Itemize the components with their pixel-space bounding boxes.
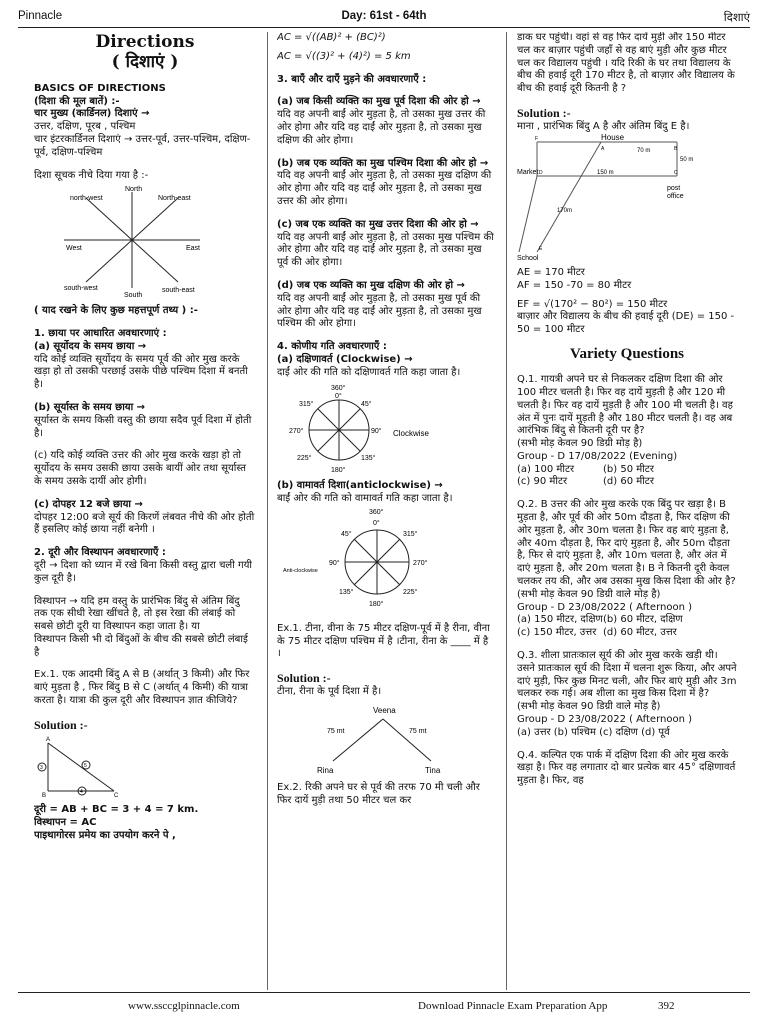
option-b: (b) 60 मीटर, दक्षिण — [603, 614, 683, 626]
option-c: (c) 150 मीटर, उत्तर — [517, 627, 597, 639]
question-1-options — [517, 464, 737, 490]
column-1 — [34, 32, 256, 988]
point-b: B — [42, 793, 47, 800]
answer-line: बाज़ार और विद्यालय के बीच की हवाई दूरी (DE) = 150 - 50 = 100 मीटर — [517, 311, 735, 336]
solution-heading: Solution :- — [517, 105, 571, 120]
compass-south: South — [124, 292, 143, 300]
sunset-text: सूर्यास्त के समय किसी वस्तु की छाया सदैव पूर्व दिशा में होती है। — [34, 414, 252, 439]
side-ac: 5 — [84, 763, 87, 770]
noon-text: दोपहर 12:00 बजे सूर्य की किरणें लंबवत नीचे की ओर होती हैं इसलिए कोई छाया नहीं बनेगी । — [34, 511, 255, 536]
option-d: (d) 60 मीटर, उत्तर — [603, 627, 677, 639]
option-a: (a) 150 मीटर, दक्षिण — [517, 614, 603, 626]
af-line: AF = 150 -70 = 80 मीटर — [517, 279, 632, 291]
point-f: F — [535, 136, 539, 143]
cw-deg-180: 180° — [331, 466, 346, 474]
point-a: A — [601, 146, 605, 153]
point-c: C — [674, 170, 678, 177]
column-divider — [506, 32, 507, 990]
cardinal-list: उत्तर, दक्षिण, पूरब , पश्चिम — [34, 121, 136, 133]
compass-northeast: North-east — [158, 195, 191, 203]
acw-deg-45: 45° — [341, 530, 352, 538]
solution-heading: Solution :- — [277, 671, 331, 686]
dist-150: 150 m — [597, 170, 614, 177]
cw-deg-315: 315° — [299, 400, 314, 408]
solution-text: टीना, रीना के पूर्व दिशा में है। — [277, 686, 382, 698]
question-1: Q.1. गायत्री अपने घर से निकलकर दक्षिण दिशा की ओर 100 मीटर चलती है। फिर वह दायें मुड़ती है और 120 मी चलती है। फिर वह दायें मुड़ती है और 100 मी चलती है। वह अंत में पुनः दायें मुड़ती है और 180 मीटर चलती है। वह अब आरंभिक बिंदु से कितनी दूरी पर है? — [517, 374, 733, 437]
page-footer — [18, 992, 750, 1018]
right-distance: 75 mt — [409, 728, 427, 736]
topic-name: दिशाएं — [723, 12, 750, 24]
acw-deg-90: 90° — [329, 559, 340, 567]
anticlockwise-label: Anti-clockwise — [283, 567, 318, 574]
page-header — [18, 6, 750, 28]
column-3 — [517, 32, 737, 988]
brand-name: Pinnacle — [18, 10, 63, 22]
example-1: Ex.1. एक आदमी बिंदु A से B (अर्थात् 3 किमी) और फिर बाएं मुड़ता है , फिर बिंदु B से C (अर्थात् 4 किमी) की यात्रा करता है। यात्रा की कुल दूरी और विस्थापन ज्ञात कीजिये? — [34, 669, 250, 707]
acw-deg-270: 270° — [413, 559, 428, 567]
east-facing-text: यदि वह अपनी बाईं ओर मुड़ता है, तो उसका मुख उत्तर की ओर होगा और यदि वह दाईं ओर मुड़ता है, तो उसका मुख दक्षिण की ओर होगा। — [277, 109, 486, 146]
compass-west: West — [66, 245, 82, 253]
cw-deg-135: 135° — [361, 454, 376, 462]
acw-deg-360: 360° — [369, 508, 384, 516]
option-c: (c) 90 मीटर — [517, 476, 568, 488]
tina-label: Tina — [425, 766, 441, 776]
clockwise-label: Clockwise — [393, 428, 430, 438]
cw-deg-225: 225° — [297, 454, 312, 462]
dist-70: 70 m — [637, 148, 651, 155]
download-app-text: Download Pinnacle Exam Preparation App — [418, 1000, 608, 1012]
intercardinal-text: चार इंटरकार्डिनल दिशाएं → उत्तर-पूर्व, उत्तर-पश्चिम, दक्षिण-पूर्व, दक्षिण-पश्चिम — [34, 133, 251, 158]
compass-northwest: north-west — [70, 195, 103, 203]
question-1-note: (सभी मोड़ केवल 90 डिग्री मोड़ है) — [517, 438, 643, 450]
acw-deg-180: 180° — [369, 600, 384, 608]
compass-diagram — [34, 182, 256, 300]
indicator-text: दिशा सूचक नीचे दिया गया है :- — [34, 169, 149, 181]
basics-heading: BASICS OF DIRECTIONS — [34, 82, 166, 94]
question-3-note: (सभी मोड़ केवल 90 डिग्री वाले मोड़ है) — [517, 701, 661, 713]
equation-1: AC = √((AB)² + (BC)²) — [277, 32, 386, 43]
anticlockwise-text: बाईं ओर की गति को वामावर्त गति कहा जाता है। — [277, 493, 453, 505]
question-1-group: Group - D 17/08/2022 (Evening) — [517, 450, 678, 462]
school-label: School — [517, 255, 539, 263]
east-facing-heading: (a) जब किसी व्यक्ति का मुख पूर्व दिशा की ओर हो → — [277, 96, 481, 108]
question-3: Q.3. शीला प्रातःकाल सूर्य की ओर मुख करके खड़ी थी। उसने प्रातःकाल सूर्य की दिशा में चलना शुरू किया, और अपने दाएं मुड़ी, फिर कुछ मिनट चली, और फिर बाएं मुड़ी और 3m चलकर रुक गई। अब शीला का मुख किस दिशा में है? — [517, 650, 737, 700]
question-2-group: Group - D 23/08/2022 ( Afternoon ) — [517, 601, 693, 613]
distance-calc: दूरी = AB + BC = 3 + 4 = 7 km. — [34, 804, 199, 816]
remember-heading: ( याद रखने के लिए कुछ महत्तपूर्ण तथ्य ) :- — [34, 305, 198, 317]
question-2: Q.2. B उत्तर की ओर मुख करके एक बिंदु पर खड़ा है। B मुड़ता है, और पूर्व की ओर 50m दौड़ता है, फिर दक्षिण की ओर मुड़ता है, और 30m चलता है। फिर वह बाएं मुड़ता है, और 40m दौड़ता है, फिर दाएं मुड़ता है, और 50m दौड़ता है, फिर से दाएं मुड़ता है, और 10m चलता है, और अंत में दाएं मुड़ता है, और 20m चलता है। B ने कितनी दूरी केवल चलकर तय की, और अब उसका मुख किस दिशा की ओर है? — [517, 499, 736, 588]
question-2-note: (सभी मोड़ केवल 90 डिग्री वाले मोड़ है) — [517, 588, 661, 600]
sunrise-text: यदि कोई व्यक्ति सूर्योदय के समय पूर्व की ओर मुख करके खड़ा हो तो उसकी परछाई उसके पीछे पश्चिम दिशा में बनती है। — [34, 353, 248, 391]
veena-diagram — [277, 699, 495, 777]
shadow-heading: 1. छाया पर आधारित अवधारणाएं : — [34, 327, 167, 339]
option-d: (d) 60 मीटर — [603, 476, 654, 488]
post-label: post — [667, 185, 681, 193]
option-b: (b) 50 मीटर — [603, 463, 654, 475]
anticlockwise-diagram — [277, 506, 495, 618]
side-bc: 4 — [80, 789, 83, 796]
rina-label: Rina — [317, 766, 334, 776]
veena-label: Veena — [373, 706, 396, 716]
acw-deg-315: 315° — [403, 530, 418, 538]
west-facing-text: यदि वह अपनी बाईं ओर मुड़ता है, तो उसका मुख दक्षिण की ओर होगा और यदि वह दाईं ओर मुड़ता है, तो उसका मुख उत्तर की ओर होगा। — [277, 170, 492, 207]
basics-heading-hindi: (दिशा की मूल बातें) :- — [34, 95, 120, 107]
south-facing-heading: (d) जब एक व्यक्ति का मुख दक्षिण की ओर हो → — [277, 279, 465, 291]
column-divider — [267, 32, 268, 990]
west-facing-heading: (b) जब एक व्यक्ति का मुख पश्चिम दिशा की ओर हो → — [277, 157, 489, 169]
left-distance: 75 mt — [327, 728, 345, 736]
question-3-group: Group - D 23/08/2022 ( Afternoon ) — [517, 714, 693, 726]
displacement-calc: विस्थापन = AC — [34, 816, 97, 828]
north-facing-heading: (c) जब एक व्यक्ति का मुख उत्तर दिशा की ओर हो → — [277, 218, 479, 230]
day-range: Day: 61st - 64th — [341, 10, 427, 22]
point-a: A — [46, 737, 51, 744]
clockwise-heading: (a) दक्षिणावर्त (Clockwise) → — [277, 353, 413, 365]
sunrise-heading: (a) सूर्योदय के समय छाया → — [34, 340, 147, 352]
route-map-diagram — [517, 134, 737, 262]
displacement-text: विस्थापन → यदि हम वस्तु के प्रारंभिक बिंदु से अंतिम बिंदु तक एक सीधी रेखा खींचते है, तो इस रेखा की लंबाई को सबसे छोटी दूरी या विस्थापन कहा जाता है। या — [34, 595, 240, 633]
compass-southwest: south-west — [64, 285, 98, 293]
noon-heading: (c) दोपहर 12 बजे छाया → — [34, 498, 143, 510]
displacement-text-2: विस्थापन किसी भी दो बिंदुओं के बीच की सबसे छोटी लंबाई है — [34, 633, 248, 658]
market-label: Market — [517, 169, 539, 177]
option-a: (a) 100 मीटर — [517, 463, 575, 475]
clockwise-diagram — [277, 380, 495, 476]
acw-deg-135: 135° — [339, 588, 354, 596]
cw-deg-0: 0° — [335, 392, 342, 400]
point-e: E — [539, 246, 543, 253]
sunset-heading: (b) सूर्यास्त के समय छाया → — [34, 401, 146, 413]
website-link[interactable]: www.ssccglpinnacle.com — [128, 1000, 240, 1012]
ae-line: AE = 170 मीटर — [517, 266, 585, 278]
turning-heading: 3. बाएँ और दाएँ मुड़ने की अवधारणाएँ : — [277, 73, 427, 85]
cw-deg-360: 360° — [331, 384, 346, 392]
anticlockwise-heading: (b) वामावर्त दिशा(anticlockwise) → — [277, 480, 443, 492]
page-title: Directions — [95, 32, 195, 52]
compass-north: North — [125, 186, 143, 194]
acw-deg-0: 0° — [373, 519, 380, 527]
acw-deg-225: 225° — [403, 588, 418, 596]
page-number: 392 — [658, 1000, 675, 1012]
point-b: B — [674, 146, 678, 153]
side-ab: 3 — [40, 765, 43, 772]
question-3-options: (a) उत्तर (b) पश्चिम (c) दक्षिण (d) पूर्व — [517, 726, 670, 738]
example-1: Ex.1. टीना, वीना के 75 मीटर दक्षिण-पूर्व में है रीना, वीना के 75 मीटर दक्षिण पश्चिम में है ।टीना, रीना के ____ में है । — [277, 622, 490, 660]
house-label: House — [601, 134, 625, 143]
dist-50: 50 m — [680, 157, 694, 164]
solution-heading: Solution :- — [34, 717, 88, 732]
dist-170: 170m — [557, 208, 573, 215]
example-2-cont: डाक घर पहुंची। वहां से वह फिर दायें मुड़ी और 150 मीटर चल कर बाज़ार पहुंची जहाँ से वह बाएं मुड़ी और कुछ मीटर चल कर विद्यालय पहुंची । यदि रिकी के घर तथा विद्यालय के बीच की हवाई दूरी 170 मीटर है, तो बाज़ार और विद्यालय के बीच की हवाई दूरी कितनी है ? — [517, 32, 735, 95]
compass-southeast: south-east — [162, 287, 195, 295]
question-2-options — [517, 614, 737, 640]
point-d: D — [539, 170, 543, 177]
cardinal-heading: चार मुख्य (कार्डिनल) दिशाएं → — [34, 108, 150, 120]
north-facing-text: यदि वह अपनी बाईं ओर मुड़ता है, तो उसका मुख पश्चिम की ओर होगा और यदि वह दाईं ओर मुड़ता है, तो उसका मुख पूर्व की ओर होगा। — [277, 231, 494, 269]
ef-line: EF = √(170² − 80²) = 150 मीटर — [517, 298, 668, 310]
question-4: Q.4. कल्पित एक पार्क में दक्षिण दिशा की ओर मुख करके खड़ा है। फिर वह लगातार दो बार प्रत्येक बार 45° दक्षिणावर्त मुड़ता है। फिर, वह — [517, 749, 736, 787]
north-facing-text: (c) यदि कोई व्यक्ति उत्तर की ओर मुख करके खड़ा हो तो सूर्योदय के समय उसकी छाया उसके बायीं ओर तथा सूर्यास्त के समय उसके दायीं ओर होगी। — [34, 450, 246, 487]
cw-deg-90: 90° — [371, 427, 382, 435]
cw-deg-270: 270° — [289, 427, 304, 435]
equation-2: AC = √((3)² + (4)²) = 5 km — [277, 50, 411, 62]
south-facing-text: यदि वह अपनी बाईं ओर मुड़ता है, तो उसका मुख पूर्व की ओर होगा और यदि वह दाईं ओर मुड़ता है, तो उसका मुख पश्चिम की ओर होगा। — [277, 292, 482, 330]
distance-text: दूरी → दिशा को ध्यान में रखे बिना किसी वस्तु द्वारा चली गयी कुल दूरी है। — [34, 559, 252, 584]
compass-east: East — [186, 245, 201, 253]
office-label: office — [667, 193, 684, 201]
solution-text: माना , प्रारंभिक बिंदु A है और अंतिम बिंदु E है। — [517, 121, 690, 133]
triangle-diagram — [34, 733, 256, 799]
angular-heading: 4. कोणीय गति अवधारणाएँ : — [277, 341, 387, 353]
cw-deg-45: 45° — [361, 400, 372, 408]
clockwise-text: दाईं ओर की गति को दक्षिणावर्त गति कहा जाता है। — [277, 366, 461, 378]
point-c: C — [114, 793, 119, 800]
page-title-hindi: ( दिशाएं ) — [111, 52, 179, 73]
pythagoras-text: पाइथागोरस प्रमेय का उपयोग करने पे , — [34, 829, 176, 841]
example-2: Ex.2. रिकी अपने घर से पूर्व की तरफ 70 मी चली और फिर दायें मुड़ी तथा 50 मीटर चल कर — [277, 782, 480, 806]
variety-heading: Variety Questions — [569, 345, 685, 362]
distance-heading: 2. दूरी और विस्थापन अवधारणाएँ : — [34, 547, 166, 559]
column-2 — [277, 32, 495, 988]
